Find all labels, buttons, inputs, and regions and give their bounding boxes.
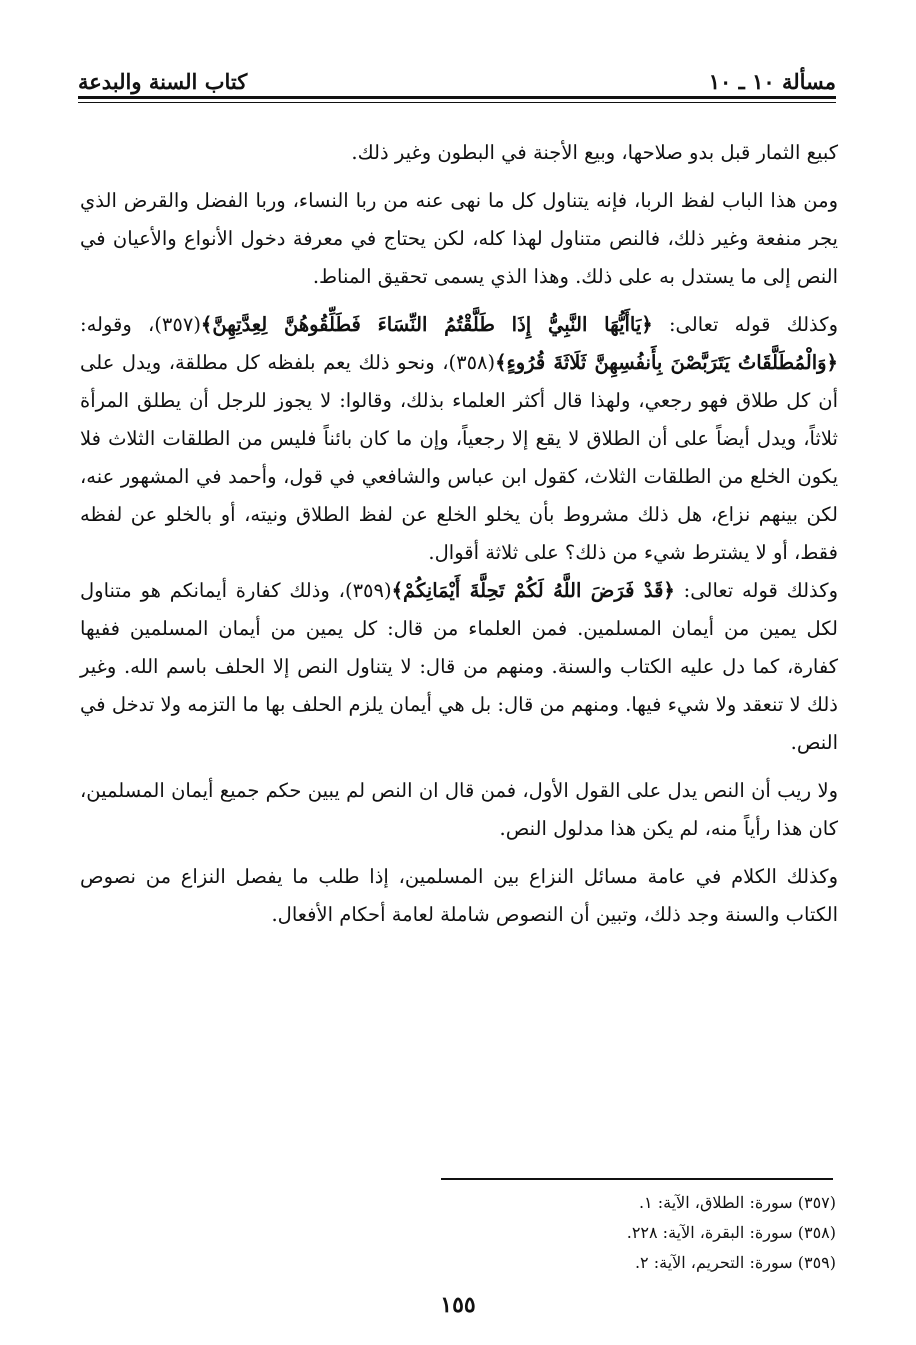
paragraph-1: كبيع الثمار قبل بدو صلاحها، وبيع الأجنة في البطون وغير ذلك.: [351, 141, 838, 164]
quran-verse-talaq: ﴿يَاأَيُّهَا النَّبِيُّ إِذَا طَلَّقْتُمُ النِّسَاءَ فَطَلِّقُوهُنَّ لِعِدَّتِهِنَّ﴾: [200, 313, 653, 336]
paragraph-4: [80, 572, 838, 762]
paragraph-6: وكذلك الكلام في عامة مسائل النزاع بين المسلمين، إذا طلب ما يفصل النزاع من نصوص الكتاب والسنة وجد ذلك، وتبين أن النصوص شاملة لعامة أحكام الأفعال.: [80, 865, 838, 926]
header-section-title: مسألة ١٠ ـ ١٠: [708, 69, 836, 94]
header-book-title: كتاب السنة والبدعة: [78, 69, 248, 94]
header-rule: [78, 96, 836, 99]
paragraph-3-link: (٣٥٧)، وقوله:: [80, 313, 201, 336]
paragraph-5: ولا ريب أن النص يدل على القول الأول، فمن قال ان النص لم يبين حكم جميع أيمان المسلمين، كان هذا رأياً منه، لم يكن هذا مدلول النص.: [80, 779, 838, 840]
footnotes: [444, 1188, 836, 1278]
footnote-359: (٣٥٩) سورة: التحريم، الآية: ٢.: [634, 1253, 836, 1272]
paragraph-3-rest: (٣٥٨)، ونحو ذلك يعم بلفظه كل مطلقة، ويدل على أن كل طلاق فهو رجعي، ولهذا قال أكثر العلماء بذلك، وقالوا: لا يجوز للرجل أن يطلق المرأة ثلاثاً، ويدل أيضاً على أن الطلاق لا يقع إلا رجعياً، وإن ما كان بائناً فليس من الطلقات الثلاث فلا يكون الخلع من الطلقات الثلاث، كقول ابن عباس والشافعي في قول، وأحمد في المشهور عنه، لكن بينهم نزاع، هل ذلك مشروط بأن يخلو الخلع عن لفظ الطلاق ونيته، أو بالخلو عن لفظه فقط، أو لا يشترط شيء من ذلك؟ على ثلاثة أقوال.: [80, 351, 838, 564]
page-number: ١٥٥: [440, 1292, 476, 1318]
quran-verse-tahrim: ﴿قَدْ فَرَضَ اللَّهُ لَكُمْ تَحِلَّةَ أَيْمَانِكُمْ﴾: [391, 579, 675, 602]
running-header: [78, 60, 836, 94]
paragraph-4-intro: وكذلك قوله تعالى:: [674, 579, 838, 602]
quran-verse-baqarah: ﴿وَالْمُطَلَّقَاتُ يَتَرَبَّصْنَ بِأَنفُسِهِنَّ ثَلَاثَةَ قُرُوءٍ﴾: [495, 351, 838, 374]
paragraph-4-rest: (٣٥٩)، وذلك كفارة أيمانكم هو متناول لكل يمين من أيمان المسلمين. فمن العلماء من قال: كل يمين من أيمان المسلمين ففيها كفارة، كما دل عليه الكتاب والسنة. ومنهم من قال: لا يتناول النص إلا الحلف باسم الله. وغير ذلك لا تنعقد ولا شيء فيها. ومنهم من قال: بل هي أيمان يلزم الحلف بها ما التزمه ولا تدخل في النص.: [80, 579, 838, 754]
paragraph-3-intro: وكذلك قوله تعالى:: [652, 313, 838, 336]
footnote-rule: [441, 1178, 833, 1180]
paragraph-3: [80, 306, 838, 572]
paragraph-2: ومن هذا الباب لفظ الربا، فإنه يتناول كل ما نهى عنه من ربا النساء، وربا الفضل والقرض الذي يجر منفعة وغير ذلك، فالنص متناول لهذا كله، لكن يحتاج في معرفة دخول الأنواع والأعيان في النص إلى ما يستدل به على ذلك. وهذا الذي يسمى تحقيق المناط.: [80, 189, 838, 288]
header-rule-thin: [78, 102, 836, 103]
main-text: [80, 134, 838, 934]
footnote-357: (٣٥٧) سورة: الطلاق، الآية: ١.: [638, 1193, 836, 1212]
footnote-358: (٣٥٨) سورة: البقرة، الآية: ٢٢٨.: [626, 1223, 836, 1242]
